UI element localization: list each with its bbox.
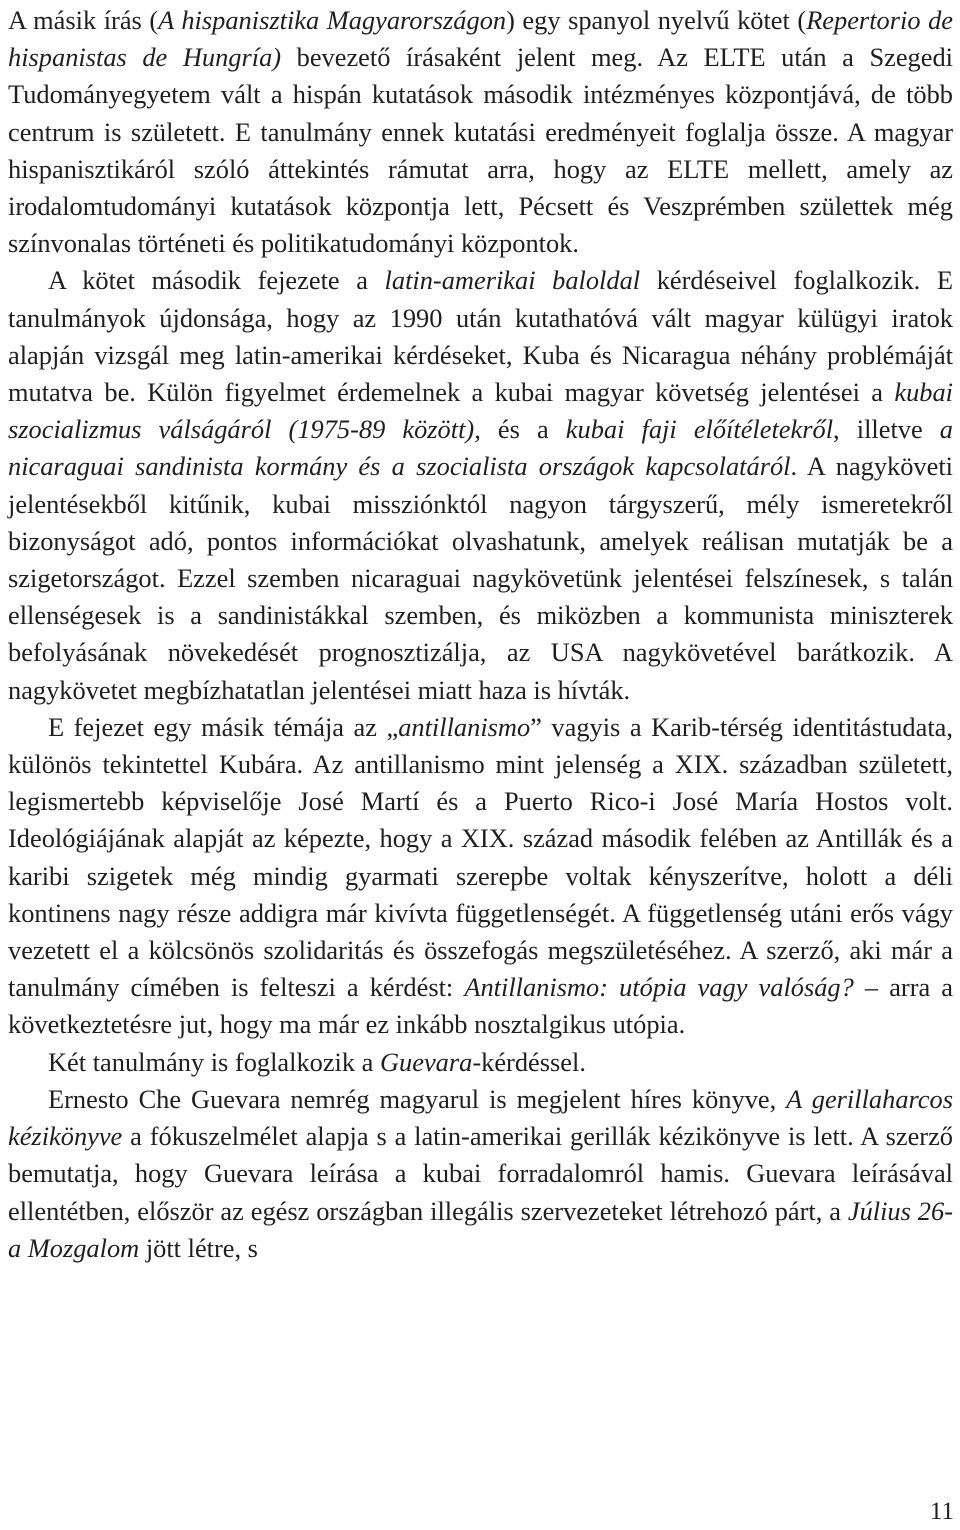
text-run: Ernesto Che Guevara nemrég magyarul is megjelent híres könyve,	[48, 1083, 787, 1114]
paragraph	[8, 1044, 953, 1081]
italic-run: Antillanismo: utópia vagy valóság?	[464, 972, 854, 1003]
paragraph	[8, 2, 953, 262]
italic-run: kubai szocializmus válságáról (1975-89 között),	[8, 377, 953, 445]
text-run: Két tanulmány is foglalkozik a	[48, 1046, 380, 1077]
text-run: A kötet második fejezete a	[48, 265, 385, 296]
italic-run: A gerillaharcos kézikönyve	[8, 1083, 953, 1152]
text-run: , illetve	[833, 414, 940, 445]
italic-run: kubai faji előítéletekről	[565, 414, 834, 445]
italic-run: a nicaraguai sandinista kormány és a szocialista országok kapcsolatáról	[8, 414, 953, 482]
text-run: A másik írás (	[8, 5, 159, 35]
text-run: és a	[480, 414, 566, 445]
italic-run: latin-amerikai baloldal	[384, 265, 641, 296]
text-run: ) egy spanyol nyelvű kötet (	[506, 5, 807, 35]
text-run: a fókuszelmélet alapja s a latin-amerikai gerillák kézikönyve is lett. A szerző bemutatja, hogy Guevara leírása a kubai forradalomról hamis. Guevara leírásával ellentétben, először az egész országban illegális szervezeteket létrehozó párt, a	[8, 1121, 953, 1226]
page-number: 11	[929, 1498, 954, 1525]
paragraph	[8, 709, 953, 1044]
paragraph	[8, 1081, 953, 1267]
italic-run: Repertorio de hispanistas de Hungría)	[8, 5, 953, 73]
text-run: . A nagyköveti jelentésekből kitűnik, kubai missziónktól nagyon tárgyszerű, mély ismeretekről bizonyságot adó, pontos információkat olvashatunk, amelyek reálisan mutatják be a szigetországot. Ezzel szemben nicaraguai nagykövetünk jelentései felszínesek, s talán ellenségesek is a sandinistákkal szemben, és miközben a kommunista miniszterek befolyásának növekedését prognosztizálja, az USA nagykövetével barátkozik. A nagykövetet megbízhatatlan jelentései miatt haza is hívták.	[8, 451, 954, 705]
text-run: jött létre, s	[139, 1232, 258, 1263]
text-run: kérdéseivel foglalkozik. E tanulmányok újdonsága, hogy az 1990 után kutathatóvá vált magyar külügyi iratok alapján vizsgál meg latin-amerikai kérdéseket, Kuba és Nicaragua néhány problémáját mutatva be. Külön figyelmet érdemelnek a kubai magyar követség jelentései a	[8, 265, 953, 408]
text-run: – arra a következtetésre jut, hogy ma már ez inkább nosztalgikus utópia.	[8, 972, 953, 1040]
italic-run: Július 26-a Mozgalom	[8, 1195, 953, 1263]
paragraph	[8, 262, 953, 708]
text-run: E fejezet egy másik témája az „	[48, 711, 399, 742]
italic-run: Guevara	[380, 1046, 473, 1077]
text-run: bevezető írásaként jelent meg. Az ELTE után a Szegedi Tudományegyetem vált a hispán kutatások második intézményes központjává, de több centrum is született. E tanulmány ennek kutatási eredményeit foglalja össze. A magyar hispanisztikáról szóló áttekintés rámutat arra, hogy az ELTE mellett, amely az irodalomtudományi kutatások központja lett, Pécsett és Veszprémben születtek még színvonalas történeti és politikatudományi központok.	[8, 42, 953, 259]
italic-run: A hispanisztika Magyarországon	[158, 5, 507, 35]
body-text	[8, 2, 953, 1267]
text-run: -kérdéssel.	[472, 1046, 586, 1077]
text-run: ” vagyis a Karib-térség identitástudata, különös tekintettel Kubára. Az antillanismo mint jelenség a XIX. században született, legismertebb képviselője José Martí és a Puerto Rico-i José María Hostos volt. Ideológiájának alapját az képezte, hogy a XIX. század második felében az Antillák és a karibi szigetek még mindig gyarmati szerepbe voltak kényszerítve, holott a déli kontinens nagy része addigra már kivívta függetlenségét. A függetlenség utáni erős vágy vezetett el a kölcsönös szolidaritás és összefogás megszületéséhez. A szerző, aki már a tanulmány címében is felteszi a kérdést:	[8, 711, 953, 1003]
italic-run: antillanismo	[398, 711, 531, 742]
